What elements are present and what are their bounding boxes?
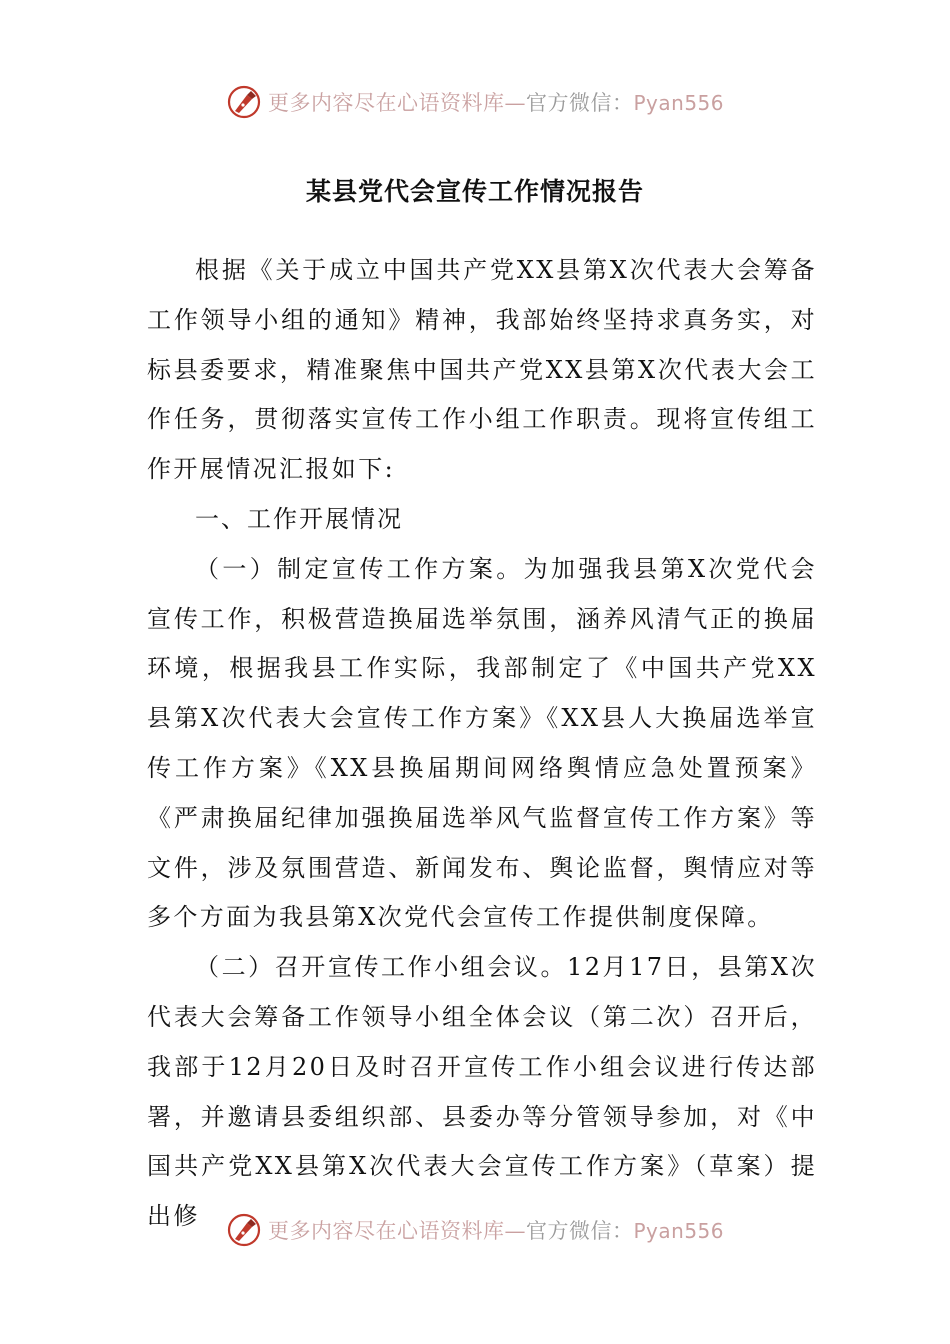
section-heading: 一、工作开展情况 [195,504,403,533]
pen-nib-circle-icon [226,1212,262,1248]
watermark-main-text: 更多内容尽在心语资料库 [267,1219,505,1243]
item-2-paragraph: （二）召开宣传工作小组会议。12月17日，县第X次代表大会筹备工作领导小组全体会议（第二次）召开后，我部于12月20日及时召开宣传工作小组会议进行传达部署，并邀请县委组织部、县委办等分管领导参加，对《中国共产党XX县第X次代表大会宣传工作方案》（草案）提出修 [147,953,817,1231]
watermark-dash: — [504,91,526,115]
intro-paragraph: 根据《关于成立中国共产党XX县第X次代表大会筹备工作领导小组的通知》精神，我部始终坚持求真务实，对标县委要求，精准聚焦中国共产党XX县第X次代表大会工作任务，贯彻落实宣传工作小组工作职责。现将宣传组工作开展情况汇报如下: [147,256,817,484]
watermark-id: Pyan556 [633,1219,724,1243]
page-title: 某县党代会宣传工作情况报告 [305,177,644,206]
watermark-sub-text: 官方微信： [525,91,634,115]
watermark-dash: — [504,1219,526,1243]
watermark-sub-text: 官方微信： [525,1219,634,1243]
watermark-main-text: 更多内容尽在心语资料库 [267,91,505,115]
watermark-footer [0,1208,950,1252]
pen-nib-circle-icon [226,84,262,120]
watermark-id: Pyan556 [633,91,724,115]
item-1-paragraph: （一）制定宣传工作方案。为加强我县第X次党代会宣传工作，积极营造换届选举氛围，涵养风清气正的换届环境，根据我县工作实际，我部制定了《中国共产党XX县第X次代表大会宣传工作方案》《XX县人大换届选举宣传工作方案》《XX县换届期间网络舆情应急处置预案》《严肃换届纪律加强换届选举风气监督宣传工作方案》等文件，涉及氛围营造、新闻发布、舆论监督，舆情应对等多个方面为我县第X次党代会宣传工作提供制度保障。 [147,554,817,932]
document-body [147,246,817,1242]
watermark-header [0,80,950,124]
